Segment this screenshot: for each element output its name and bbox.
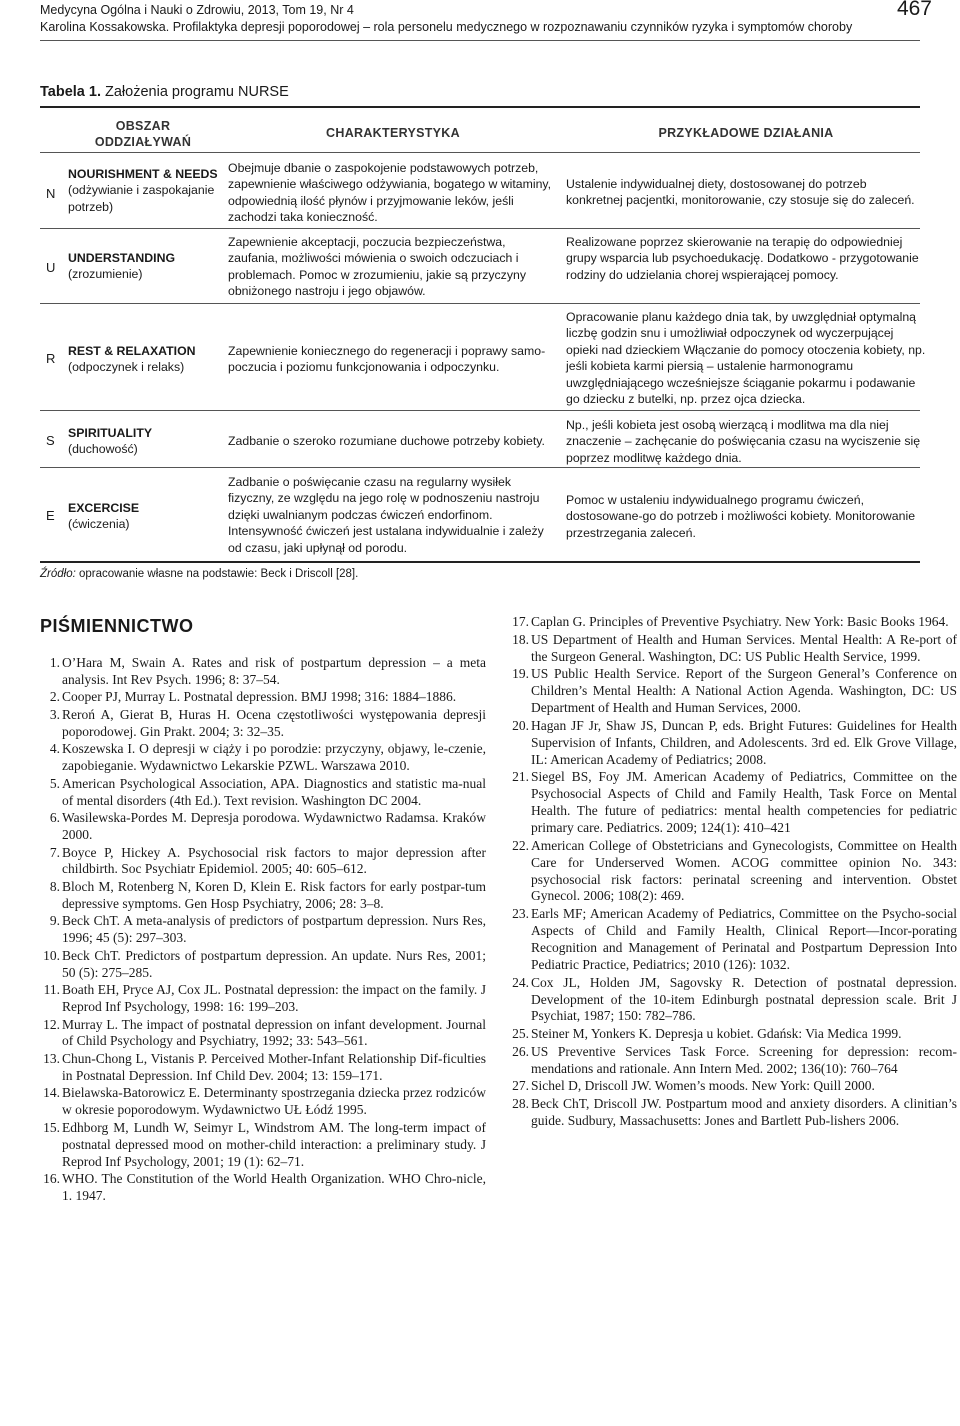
header-actions: PRZYKŁADOWE DZIAŁANIA bbox=[658, 126, 834, 140]
row-actions: Realizowane poprzez skierowanie na terapię do odpowiedniej grupy wsparcia lub psychoedukację. Dodatkowo - przygotowanie rodziny do udzielania chorej wspierającej pomocy. bbox=[566, 235, 919, 282]
reference-item bbox=[40, 1051, 486, 1085]
reference-item bbox=[509, 975, 957, 1026]
reference-text: O’Hara M, Swain A. Rates and risk of postpartum depression – a meta analysis. Int Rev Psych. 1996; 8: 37–54. bbox=[62, 655, 486, 687]
reference-number: 2. bbox=[49, 689, 60, 705]
reference-text: Siegel BS, Foy JM. American Academy of Pediatrics, Committee on the Psychosocial Aspects of Child and Family Health, Task Force on Mental Health. The future of pediatrics: mental health competencies for pediatric primary care. Pediatrics. 2009; 124(1): 410–421 bbox=[531, 769, 957, 836]
reference-number: 11. bbox=[43, 982, 60, 998]
row-description: Zapewnienie akceptacji, poczucia bezpieczeństwa, zaufania, możliwości mówienia o swoich odczuciach i problemach. Pomoc w zrozumieniu, jakie są przyczyny obniżonego nastroju i jego objawów. bbox=[228, 235, 526, 299]
reference-text: American College of Obstetricians and Gynecologists, Committee on Health Care for Underserved Women. ACOG committee opinion No. 343: psychosocial risk factors: perinatal screening and intervention. Obstet Gynecol. 2006; 108(2): 469. bbox=[531, 837, 957, 904]
row-area-title: EXCERCISE bbox=[68, 501, 140, 515]
reference-text: Caplan G. Principles of Preventive Psychiatry. New York: Basic Books 1964. bbox=[531, 614, 949, 629]
reference-text: Beck ChT. A meta-analysis of predictors of postpartum depression. Nurs Res, 1996; 45 (5): 297–303. bbox=[62, 913, 486, 946]
reference-number: 26. bbox=[512, 1043, 529, 1059]
row-divider bbox=[40, 410, 920, 411]
table-row-u bbox=[40, 234, 920, 302]
row-letter: N bbox=[46, 186, 56, 201]
reference-text: WHO. The Constitution of the World Health Organization. WHO Chro-nicle, 1. 1947. bbox=[62, 1171, 486, 1203]
row-area-title: REST & RELAXATION bbox=[68, 344, 196, 358]
row-divider bbox=[40, 303, 920, 304]
header-characteristics: CHARAKTERYSTYKA bbox=[326, 126, 460, 140]
row-actions: Np., jeśli kobieta jest osobą wierzącą i modlitwa ma dla niej znaczenie – zachęcanie do poświęcania czasu na wyciszenie się poprzez modlitwę każdego dnia. bbox=[566, 418, 921, 465]
reference-number: 8. bbox=[49, 878, 60, 894]
row-divider bbox=[40, 467, 920, 468]
reference-item bbox=[509, 666, 957, 717]
table-caption-text: Założenia programu NURSE bbox=[100, 84, 289, 100]
row-description: Zadbanie o szeroko rozumiane duchowe potrzeby kobiety. bbox=[228, 434, 545, 448]
reference-item bbox=[40, 1085, 486, 1119]
reference-item bbox=[40, 879, 486, 913]
reference-number: 15. bbox=[43, 1119, 60, 1135]
reference-item bbox=[509, 906, 957, 974]
reference-number: 21. bbox=[512, 769, 529, 785]
header-area-line2: ODDZIAŁYWAŃ bbox=[94, 135, 192, 149]
header-area-line1: OBSZAR bbox=[115, 119, 171, 133]
reference-text: Beck ChT. Predictors of postpartum depression. An update. Nurs Res, 2001; 50 (5): 275–285. bbox=[62, 947, 486, 980]
reference-item bbox=[40, 982, 486, 1016]
reference-text: Wasilewska-Pordes M. Depresja porodowa. Wydawnictwo Radamsa. Kraków 2000. bbox=[62, 810, 486, 843]
row-area bbox=[68, 500, 218, 533]
row-description: Zadbanie o poświęcanie czasu na regularny wysiłek fizyczny, ze względu na jego rolę w podnoszeniu nastroju dzięki uwalnianym podczas ćwiczeń endorfinom. Intensywność ćwiczeń jest ustalana indywidualnie i zależy od czasu, jaki upłynął od porodu. bbox=[228, 475, 544, 555]
header-rule bbox=[40, 40, 920, 41]
reference-item bbox=[40, 1171, 486, 1205]
reference-item bbox=[40, 741, 486, 775]
reference-number: 5. bbox=[49, 775, 60, 791]
row-letter: S bbox=[46, 433, 55, 448]
reference-number: 16. bbox=[43, 1171, 60, 1187]
row-area-sub: (duchowość) bbox=[68, 442, 138, 457]
reference-text: Bloch M, Rotenberg N, Koren D, Klein E. Risk factors for early postpar-tum depressive symptoms. Gen Hosp Psychiatry, 2006; 28: 3–8. bbox=[62, 878, 486, 911]
reference-text: Cox JL, Holden JM, Sagovsky R. Detection of postnatal depression. Development of the 10-item Edinburgh postnatal depression scale. Brit J Psychiat, 1987; 150: 782–786. bbox=[531, 974, 957, 1024]
reference-item bbox=[509, 1026, 957, 1043]
reference-item bbox=[509, 632, 957, 666]
reference-item bbox=[40, 707, 486, 741]
reference-item bbox=[40, 810, 486, 844]
reference-text: Cooper PJ, Murray L. Postnatal depression. BMJ 1998; 316: 1884–1886. bbox=[62, 689, 457, 705]
row-area-sub: (odpoczynek i relaks) bbox=[68, 360, 185, 375]
reference-item bbox=[509, 769, 957, 837]
reference-number: 13. bbox=[43, 1050, 60, 1066]
references-left-column bbox=[40, 655, 486, 1206]
row-area bbox=[68, 343, 218, 376]
table-source-text: opracowanie własne na podstawie: Beck i Driscoll [28]. bbox=[75, 568, 359, 580]
reference-number: 1. bbox=[49, 655, 60, 670]
header-area bbox=[68, 118, 218, 150]
row-description: Obejmuje dbanie o zaspokojenie podstawowych potrzeb, zapewnienie właściwego odżywiania, bogatego w witaminy, odpowiednią ilość płynów i przyjmowanie leków, jeśli zachodzi taka konieczność. bbox=[228, 161, 552, 225]
reference-number: 22. bbox=[512, 837, 529, 853]
running-header bbox=[40, 0, 932, 36]
row-area-sub: (ćwiczenia) bbox=[68, 517, 130, 532]
reference-number: 25. bbox=[512, 1026, 529, 1042]
table-row-n bbox=[40, 160, 920, 226]
reference-text: Murray L. The impact of postnatal depression on infant development. Journal of Child Psychology and Psychiatry, 1992; 33: 543–561. bbox=[62, 1016, 486, 1049]
table-row-s bbox=[40, 417, 920, 467]
row-actions: Ustalenie indywidualnej diety, dostosowanej do potrzeb konkretnej pacjentki, monitorowanie, czy stosuje się do zaleceń. bbox=[566, 177, 915, 208]
row-area-sub: (zrozumienie) bbox=[68, 267, 143, 282]
row-description: Zapewnienie koniecznego do regeneracji i poprawy samo-poczucia i poziomu funkcjonowania i odpoczynku. bbox=[228, 344, 546, 375]
row-actions: Opracowanie planu każdego dnia tak, by uwzględniał optymalną liczbę godzin snu i umożliwiał odpoczynek od wyczerpującej opieki nad dzieckiem Włączanie do pomocy otoczenia kobiety, np. jeśli kobieta karmi piersią – ustalenie harmonogramu uwzględniającego wcześniejsze ściąganie pokarmu i podawanie go dziecku z butelki, np. przez ojca dziecka. bbox=[566, 310, 926, 407]
table-row-e bbox=[40, 474, 920, 558]
reference-item bbox=[40, 776, 486, 810]
row-area-title: NOURISHMENT & NEEDS bbox=[68, 167, 218, 181]
reference-text: Boath EH, Pryce AJ, Cox JL. Postnatal depression: the impact on the family. J Reprod Inf Psychology, 1998: 16: 199–203. bbox=[62, 982, 486, 1015]
row-area bbox=[68, 166, 218, 215]
reference-number: 23. bbox=[512, 906, 529, 922]
reference-item bbox=[40, 913, 486, 947]
reference-text: Beck ChT, Driscoll JW. Postpartum mood and anxiety disorders. A clinitian’s guide. Sudbury, Massachusetts: Jones and Bartlett Pub-lishers 2006. bbox=[531, 1096, 957, 1129]
reference-text: Chun-Chong L, Vistanis P. Perceived Mother-Infant Relationship Dif-ficulties in Postnatal Depression. Inf Child Dev. 2004; 13: 159–171. bbox=[62, 1050, 486, 1083]
journal-title: Medycyna Ogólna i Nauki o Zdrowiu, 2013, Tom 19, Nr 4 bbox=[40, 3, 354, 17]
reference-text: Bielawska-Batorowicz E. Determinanty spostrzegania dziecka przez rodziców w okresie poporodowym. Wydawnictwo UŁ Łódź 1995. bbox=[62, 1085, 486, 1118]
header-rule-bottom bbox=[40, 152, 920, 153]
reference-number: 12. bbox=[43, 1016, 60, 1032]
references-right-column bbox=[509, 614, 957, 1131]
references-heading: PIŚMIENNICTWO bbox=[40, 616, 194, 636]
page-number: 467 bbox=[896, 0, 932, 20]
table-source bbox=[40, 568, 358, 580]
reference-text: Boyce P, Hickey A. Psychosocial risk factors to major depression after childbirth. Soc Psychiatr Epidemiol. 2005; 40: 605–612. bbox=[62, 844, 486, 877]
row-actions: Pomoc w ustaleniu indywidualnego programu ćwiczeń, dostosowane-go do potrzeb i możliwości kobiety. Monitorowanie przestrzegania zaleceń. bbox=[566, 493, 916, 540]
table-source-label: Źródło: bbox=[40, 568, 76, 580]
reference-text: Reroń A, Gierat B, Huras H. Ocena częstotliwości występowania depresji poporodowej. Gin Prakt. 2004; 3: 32–35. bbox=[62, 706, 486, 739]
table-bottom-rule bbox=[40, 561, 920, 563]
reference-item bbox=[509, 1044, 957, 1078]
reference-item bbox=[509, 1096, 957, 1130]
reference-number: 28. bbox=[512, 1096, 529, 1112]
reference-text: Hagan JF Jr, Shaw JS, Duncan P, eds. Bright Futures: Guidelines for Health Supervision of Infants, Children, and Adolescents. 3rd ed. Elk Grove Village, IL: American Academy of Pediatrics; 2008. bbox=[531, 717, 957, 767]
row-letter: U bbox=[46, 260, 56, 275]
row-area-sub: (odżywianie i zaspokajanie potrzeb) bbox=[68, 183, 215, 214]
reference-number: 20. bbox=[512, 717, 529, 733]
reference-number: 7. bbox=[49, 844, 60, 860]
table-caption bbox=[40, 84, 289, 100]
reference-item bbox=[509, 838, 957, 906]
table-top-rule bbox=[40, 106, 920, 108]
reference-item bbox=[509, 718, 957, 769]
reference-number: 18. bbox=[512, 631, 529, 647]
reference-number: 19. bbox=[512, 666, 529, 682]
row-letter: E bbox=[46, 508, 55, 523]
reference-text: Steiner M, Yonkers K. Depresja u kobiet. Gdańsk: Via Medica 1999. bbox=[531, 1026, 902, 1042]
reference-number: 6. bbox=[49, 810, 60, 826]
reference-number: 17. bbox=[512, 614, 529, 629]
table-row-r bbox=[40, 309, 926, 409]
reference-text: US Department of Health and Human Services. Mental Health: A Re-port of the Surgeon General. Washington, DC: US Public Health Service, 1999. bbox=[531, 631, 957, 664]
reference-number: 24. bbox=[512, 974, 529, 990]
reference-item bbox=[40, 1017, 486, 1051]
reference-text: US Preventive Services Task Force. Screening for depression: recom-mendations and rationale. Ann Intern Med. 2002; 136(10): 760–764 bbox=[531, 1043, 957, 1076]
reference-number: 9. bbox=[49, 913, 60, 929]
reference-text: Earls MF; American Academy of Pediatrics, Committee on the Psycho-social Aspects of Child and Family Health, Clinical Report—Incor-porating Recognition and Management of Perinatal and Postpartum Depression Into Pediatric Practice, Pediatrics; 2010 (126): 1032. bbox=[531, 906, 957, 972]
reference-number: 14. bbox=[43, 1085, 60, 1101]
row-area bbox=[68, 250, 218, 283]
table-caption-label: Tabela 1. bbox=[40, 84, 101, 100]
article-title: Karolina Kossakowska. Profilaktyka depresji poporodowej – rola personelu medycznego w rozpoznawaniu czynników ryzyka i symptomów choroby bbox=[40, 20, 853, 34]
reference-text: Edhborg M, Lundh W, Seimyr L, Windstrom AM. The long-term impact of postnatal depressed mood on mother-child interaction: a preliminary study. J Reprod Inf Psychology, 2001; 19 (1): 62–71. bbox=[62, 1119, 486, 1169]
row-letter: R bbox=[46, 351, 56, 366]
reference-text: Sichel D, Driscoll JW. Women’s moods. New York: Quill 2000. bbox=[531, 1078, 875, 1094]
reference-item bbox=[40, 689, 486, 706]
reference-text: American Psychological Association, APA. Diagnostics and statistic ma-nual of mental disorders (4th Ed.). Text revision. Washington DC 2004. bbox=[62, 775, 486, 808]
reference-number: 4. bbox=[49, 741, 60, 757]
reference-number: 27. bbox=[512, 1078, 529, 1094]
reference-number: 10. bbox=[43, 947, 60, 963]
row-area bbox=[68, 425, 218, 458]
reference-item bbox=[509, 1078, 957, 1095]
reference-number: 3. bbox=[49, 706, 60, 722]
reference-item bbox=[40, 655, 486, 689]
reference-text: US Public Health Service. Report of the Surgeon General’s Conference on Children’s Mental Health: A National Action Agenda. Washington, DC: US Department of Health and Human Services, 2000. bbox=[531, 666, 957, 716]
reference-item bbox=[40, 845, 486, 879]
row-area-title: UNDERSTANDING bbox=[68, 251, 176, 265]
row-divider bbox=[40, 228, 920, 229]
row-area-title: SPIRITUALITY bbox=[68, 426, 153, 440]
reference-item bbox=[40, 1120, 486, 1171]
reference-item bbox=[509, 614, 957, 631]
reference-text: Koszewska I. O depresji w ciąży i po porodzie: przyczyny, objawy, le-czenie, zapobieganie. Wydawnictwo Lekarskie PZWL. Warszawa 2010. bbox=[62, 741, 486, 774]
reference-item bbox=[40, 948, 486, 982]
